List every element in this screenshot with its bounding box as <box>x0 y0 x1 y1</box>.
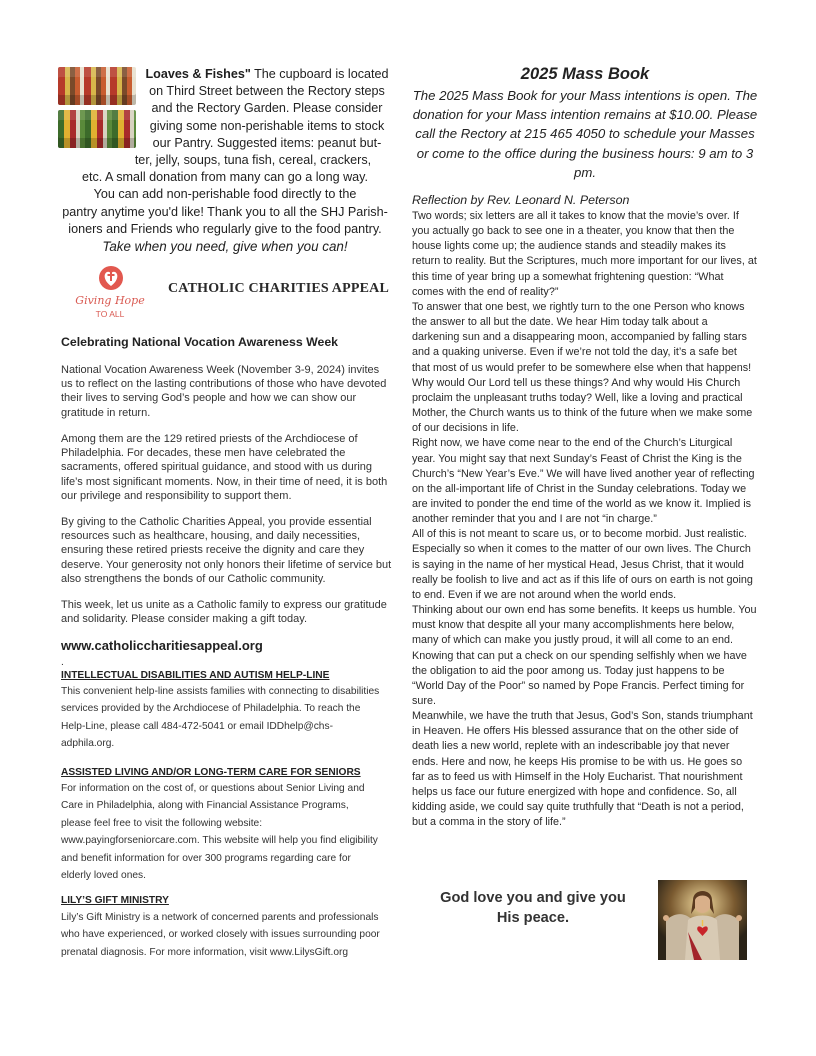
loaves-fishes-tagline: Take when you need, give when you can! <box>102 239 348 255</box>
heart-cross-icon <box>70 264 150 324</box>
svg-text:Giving Hope: Giving Hope <box>75 294 145 307</box>
helpline-body: This convenient help-line assists families with connecting to disabilities services provided by the Archdiocese of Philadelphia. To reach the Help-Line, please call 484-472-5041 or email IDDhelp@chs-adphila.org. <box>61 686 380 750</box>
vocation-paragraph-4: This week, let us unite as a Catholic family to express our gratitude and solidarity. Please consider making a gift today. <box>61 599 387 626</box>
loaves-fishes-notice: Loaves & Fishes" The cupboard is located on Third Street between the Rectory steps and the Rectory Garden. Please consider giving some non-perishable items to stock our Pantry. Suggested items: peanut but- ter, jelly, soups, tuna fish, cereal, crackers, etc. A small donation from many can go a long way. You can add non-perishable food directly to the pantry anytime you'd like! Thank you to all the SHJ Parish- ioners and Friends who regularly give to the food pantry. Take when you need, give when you can! <box>60 66 390 255</box>
vocation-paragraph-2: Among them are the 129 retired priests of the Archdiocese of Philadelphia. For decades, these men have celebrated the sacraments, offered spiritual guidance, and stood with us during life’s most significant moments. Now, in their time of need, it is both our privilege and responsibility to support them. <box>61 433 388 502</box>
loaves-fishes-title: Loaves & Fishes" <box>145 67 251 81</box>
reflection-heading: Reflection by Rev. Leonard N. Peterson <box>412 193 630 207</box>
mass-book-title: 2025 Mass Book <box>520 65 650 83</box>
vocation-heading: Celebrating National Vocation Awareness Week <box>61 335 338 349</box>
vocation-paragraph-1: National Vocation Awareness Week (November 3-9, 2024) invites us to reflect on the lasting contributions of those who have devoted their lives to serving God’s people and how we can show our gratitude in return. <box>61 364 387 419</box>
sacred-heart-image <box>658 880 747 960</box>
assisted-living-heading: ASSISTED LIVING AND/OR LONG-TERM CARE FOR SENIORS <box>61 767 361 778</box>
lilys-gift-body: Lily’s Gift Ministry is a network of concerned parents and professionals who have experienced, or worked closely with issues surrounding poor prenatal diagnosis. For more information, visit www.LilysGift.org <box>61 912 380 958</box>
separator-dot: . <box>61 657 64 668</box>
catholic-charities-title: CATHOLIC CHARITIES APPEAL <box>168 281 390 296</box>
sacred-heart-icon <box>658 880 747 960</box>
blessing: God love you and give you His peace. <box>440 890 626 926</box>
assisted-living-body: For information on the cost of, or questions about Senior Living and Care in Philadelphia, along with Financial Assistance Programs, please feel free to visit the following website: www.payingforseniorcare.com. This website will help you find eligibility and benefit information for over 300 programs regarding care for elderly loved ones. <box>61 783 378 882</box>
helpline-heading: INTELLECTUAL DISABILITIES AND AUTISM HELP-LINE <box>61 670 330 681</box>
lilys-gift-heading: LILY’S GIFT MINISTRY <box>61 895 169 906</box>
mass-book-body: The 2025 Mass Book for your Mass intentions is open. The donation for your Mass intention remains at $10.00. Please call the Rectory at 215 465 4050 to schedule your Masses or come to the office during the business hours: 9 am to 3 pm. <box>412 88 758 180</box>
vocation-paragraph-3: By giving to the Catholic Charities Appeal, you provide essential resources such as healthcare, housing, and daily necessities, ensuring these retired priests receive the dignity and care they deserve. Your generosity not only honors their lifetime of service but also strengthens the bonds of our Catholic community. <box>61 516 392 585</box>
reflection-text: Two words; six letters are all it takes to know that the movie’s over. If you actually go back to see one in a theater, you know that then the house lights come up; the audience stands and steadily makes its return to reality. But the Scriptures, much more important for our lives, at this time of year bring up a somewhat frightening question: “What comes with the end of reality?” To answer that one best, we rightly turn to the one Person who knows the answer to all but the date. We hear Him today talk about a darkening sun and a disappearing moon, accompanied by falling stars and a quaking universe. Even if we’re not told the day, it’s a safe bet that most of us would prefer to be somewhere else when that happens! Why would Our Lord tell us these things? And why would His Church proclaim the unpleasant truths today? Well, like a loving and practical Mother, the Church wants us to think of the future when we make some of our decisions in life. Right now, we have come near to the end of the Church’s Liturgical year. You might say that next Sunday’s Feast of Christ the King is the Church’s “New Year’s Eve.” We will have lived another year of reflecting on the all-important life of Christ in the Sunday celebrations. Today we are invited to ponder the end time of the world as we know it. Implied is another reminder that you and I are not “in charge.” All of this is not meant to scare us, or to become morbid. Just realistic. Especially so when it comes to the matter of our own lives. The Church is saying in the name of her mystical Head, Jesus Christ, that it would really be foolish to live and act as if this life of ours on earth is not going to end. Even if we are not around when the world ends. Thinking about our own end has some benefits. It keeps us humble. You must know that despite all your many accomplishments here below, many of which can make you justly proud, it will all come to an end. Knowing that can put a check on our spending selfishly when we have the obligation to aid the poor among us. Today just happens to be “World Day of the Poor” so named by Pope Francis. Perfect timing for sure. Meanwhile, we have the truth that Jesus, God’s Son, stands triumphant in Heaven. He offers His blessed assurance that on the other side of death lies a new world, replete with an indescribable joy that never ends. Here and now, he keeps His promise to be with us. He goes so far as to feed us with Himself in the Holy Eucharist. That nourishment helps us face our future energized with hope and confidence. So, all kidding aside, we could say quite truthfully that “Death is not a period, but a comma in the story of life.” <box>412 210 757 829</box>
catholic-charities-link[interactable]: www.catholiccharitiesappeal.org <box>61 638 263 653</box>
catholic-charities-logo <box>70 264 145 324</box>
svg-text:TO ALL: TO ALL <box>95 309 125 319</box>
